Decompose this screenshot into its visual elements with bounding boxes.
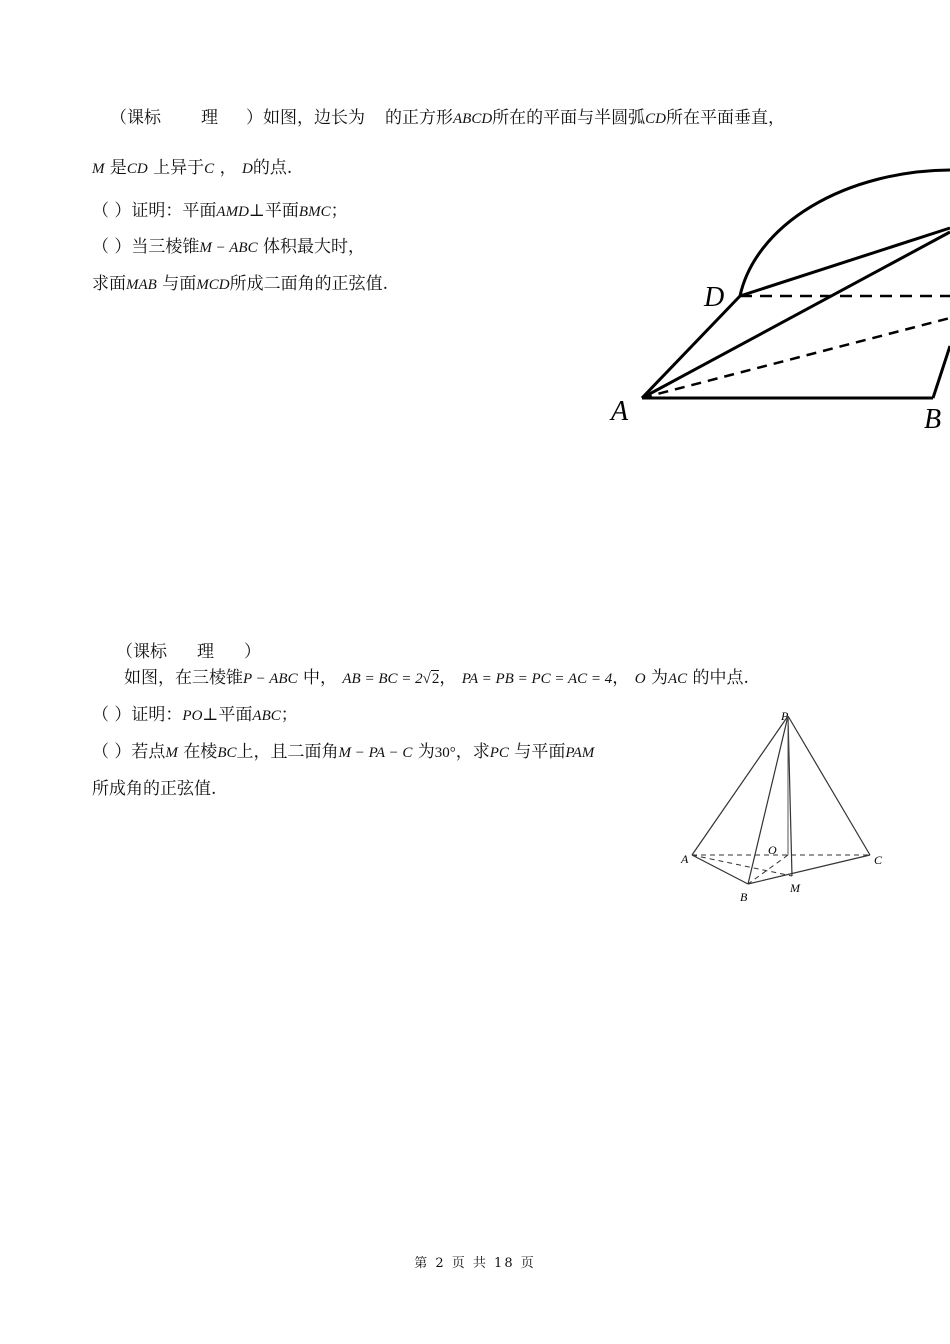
p1-text: 所在的平面与半圆弧 <box>492 108 646 128</box>
p2-text: 为 <box>650 668 668 688</box>
label-M: M <box>790 881 800 895</box>
p2-source-open: （课标 <box>116 642 167 662</box>
p2-text: ，求 <box>455 742 490 762</box>
p2-math: O <box>634 671 646 687</box>
p1-text: ； <box>330 201 348 221</box>
p1-text: 的正方形 <box>385 108 453 128</box>
p1-math: AMD <box>216 204 249 220</box>
p2-text: ， <box>439 668 457 688</box>
p2-text: 在棱 <box>183 742 218 762</box>
p1-math: CD <box>645 111 667 127</box>
p2-math: AB = BC = 2 <box>342 671 423 687</box>
p2-text: ⊥平面 <box>202 705 253 725</box>
p1-text: 所成二面角的正弦值. <box>229 274 388 294</box>
p2-text: （ ）若点 <box>92 742 166 762</box>
label-A: A <box>611 396 629 427</box>
p1-math: MCD <box>196 277 230 293</box>
p1-text: （ ）证明：平面 <box>92 201 217 221</box>
p2-math: AC <box>667 671 688 687</box>
edge-PC <box>788 716 870 855</box>
p1-text: ）如图，边长为 <box>246 108 365 128</box>
p1-text: 是 <box>109 158 127 178</box>
p1-math: D <box>241 161 253 177</box>
p1-text: ⊥平面 <box>248 201 299 221</box>
edge-AB <box>692 855 748 884</box>
p2-text: 与平面 <box>514 742 566 762</box>
p2-text: ； <box>280 705 298 725</box>
sqrt-radicand: 2 <box>431 671 440 687</box>
p2-math: PO <box>182 708 203 724</box>
p1-math: ABCD <box>453 111 493 127</box>
label-B: B <box>924 404 942 435</box>
label-A: A <box>681 852 689 866</box>
p1-text: 上异于 <box>153 158 205 178</box>
p2-math: PAM <box>565 745 595 761</box>
p2-text: 中， <box>302 668 337 688</box>
p1-text: 的点. <box>252 158 293 178</box>
p2-math: M <box>165 745 178 761</box>
p1-text: 与面 <box>162 274 197 294</box>
p2-math: PA = PB = PC = AC = 4 <box>461 671 613 687</box>
p1-math: M <box>92 161 105 177</box>
p2-text: 如图，在三棱锥 <box>124 668 243 688</box>
label-C: C <box>874 853 883 867</box>
p1-text: 体积最大时， <box>263 237 365 257</box>
p2-text: ， <box>612 668 630 688</box>
label-O: O <box>768 843 777 857</box>
p1-math: M − ABC <box>199 240 258 256</box>
label-D: D <box>704 282 725 313</box>
p1-source-open: （课标 <box>110 108 161 128</box>
p1-text: 所在平面垂直， <box>666 108 786 128</box>
p1-math: C <box>204 161 215 177</box>
p2-math: M − PA − C <box>338 745 413 761</box>
p1-math: BMC <box>298 204 331 220</box>
p2-math: 30° <box>434 745 456 761</box>
p1-text: ， <box>219 158 237 178</box>
sqrt-sign: √ <box>422 671 431 687</box>
label-P: P <box>781 709 789 723</box>
edge-PM <box>788 716 792 876</box>
p2-math: PC <box>489 745 509 761</box>
p1-text: （ ）当三棱锥 <box>92 237 200 257</box>
p2-text: 上，且二面角 <box>236 742 339 762</box>
edge-AM-hidden <box>692 855 792 876</box>
p2-text: 为 <box>417 742 435 762</box>
p2-math: BC <box>217 745 237 761</box>
p1-text: 求面 <box>92 274 126 294</box>
label-B: B <box>740 890 748 904</box>
p2-source-close: 理 <box>197 642 214 662</box>
page-footer: 第 2 页 共 18 页 <box>414 1256 536 1271</box>
p1-math: MAB <box>126 277 157 293</box>
edge-PA <box>692 716 788 855</box>
p2-text: （ ）证明： <box>92 705 183 725</box>
edge-PB <box>748 716 788 884</box>
p1-source-close: 理 <box>201 108 218 128</box>
p2-text: 所成角的正弦值. <box>92 779 217 799</box>
p2-math: ABC <box>252 708 281 724</box>
p2-math: P − ABC <box>243 671 298 687</box>
p2-text: 的中点. <box>692 668 749 688</box>
p1-math: CD <box>126 161 148 177</box>
p2-text: ） <box>244 642 261 662</box>
edge-BC <box>748 855 870 884</box>
